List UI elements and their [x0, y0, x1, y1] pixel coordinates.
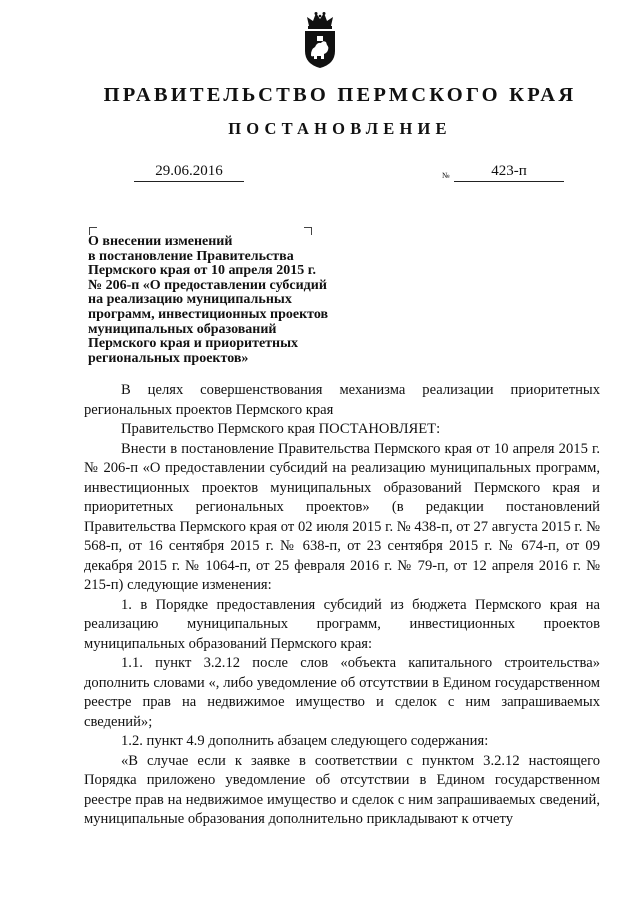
perm-krai-coat-of-arms-icon — [302, 11, 338, 69]
document-number: 423-п — [454, 162, 564, 182]
body-paragraph: Внести в постановление Правительства Пермского края от 10 апреля 2015 г. № 206-п «О предоставлении субсидий на реализацию муниципальных программ, инвестиционных проектов муниципальных образований Пермского края и приоритетных региональных проектов» (в редакции постановлений Правительства Пермского края от 02 июля 2015 г. № 438-п, от 27 августа 2015 г. № 568-п, от 16 сентября 2015 г. № 638-п, от 23 сентября 2015 г. № 674-п, от 09 декабря 2015 г. № 1064-п, от 25 февраля 2016 г. № 79-п, от 12 апреля 2016 г. № 215-п) следующие изменения: — [84, 440, 600, 593]
document-subject — [88, 235, 368, 366]
document-number-field — [442, 162, 564, 182]
body-paragraph: 1. в Порядке предоставления субсидий из бюджета Пермского края на реализацию муниципальных программ, инвестиционных проектов муниципальных образований Пермского края: — [84, 596, 600, 652]
subject-line: муниципальных образований — [88, 321, 277, 337]
document-body — [84, 381, 600, 830]
subject-line: в постановление Правительства — [88, 248, 294, 264]
document-date: 29.06.2016 — [134, 162, 244, 182]
body-paragraph: 1.2. пункт 4.9 дополнить абзацем следующего содержания: — [121, 733, 489, 749]
subject-line: на реализацию муниципальных — [88, 292, 292, 308]
subject-line: региональных проектов» — [88, 350, 249, 366]
subject-line: Пермского края от 10 апреля 2015 г. — [88, 263, 317, 279]
subject-line: программ, инвестиционных проектов — [88, 306, 329, 322]
subject-line: Пермского края и приоритетных — [88, 336, 299, 352]
government-title: ПРАВИТЕЛЬСТВО ПЕРМСКОГО КРАЯ — [103, 84, 577, 106]
number-sign: № — [442, 171, 450, 180]
body-paragraph: В целях совершенствования механизма реализации приоритетных региональных проектов Пермского края — [84, 382, 600, 418]
subject-line: О внесении изменений — [88, 234, 233, 249]
document-type: ПОСТАНОВЛЕНИЕ — [228, 119, 452, 138]
body-paragraph: «В случае если к заявке в соответствии с пунктом 3.2.12 настоящего Порядка приложено уведомление об отсутствии в Едином государственном реестре прав на недвижимое имущество и сделок с ним запрашиваемых сведений, муниципальные образования дополнительно прикладывают к отчету — [84, 752, 600, 827]
subject-corner-mark-right — [304, 227, 312, 235]
subject-line: № 206-п «О предоставлении субсидий — [88, 277, 327, 293]
body-paragraph: 1.1. пункт 3.2.12 после слов «объекта капитального строительства» дополнить словами «, либо уведомление об отсутствии в Едином государственном реестре прав на недвижимое имущество и сделок с ним запрашиваемых сведений»; — [84, 655, 600, 730]
body-paragraph: Правительство Пермского края ПОСТАНОВЛЯЕТ: — [121, 421, 441, 437]
